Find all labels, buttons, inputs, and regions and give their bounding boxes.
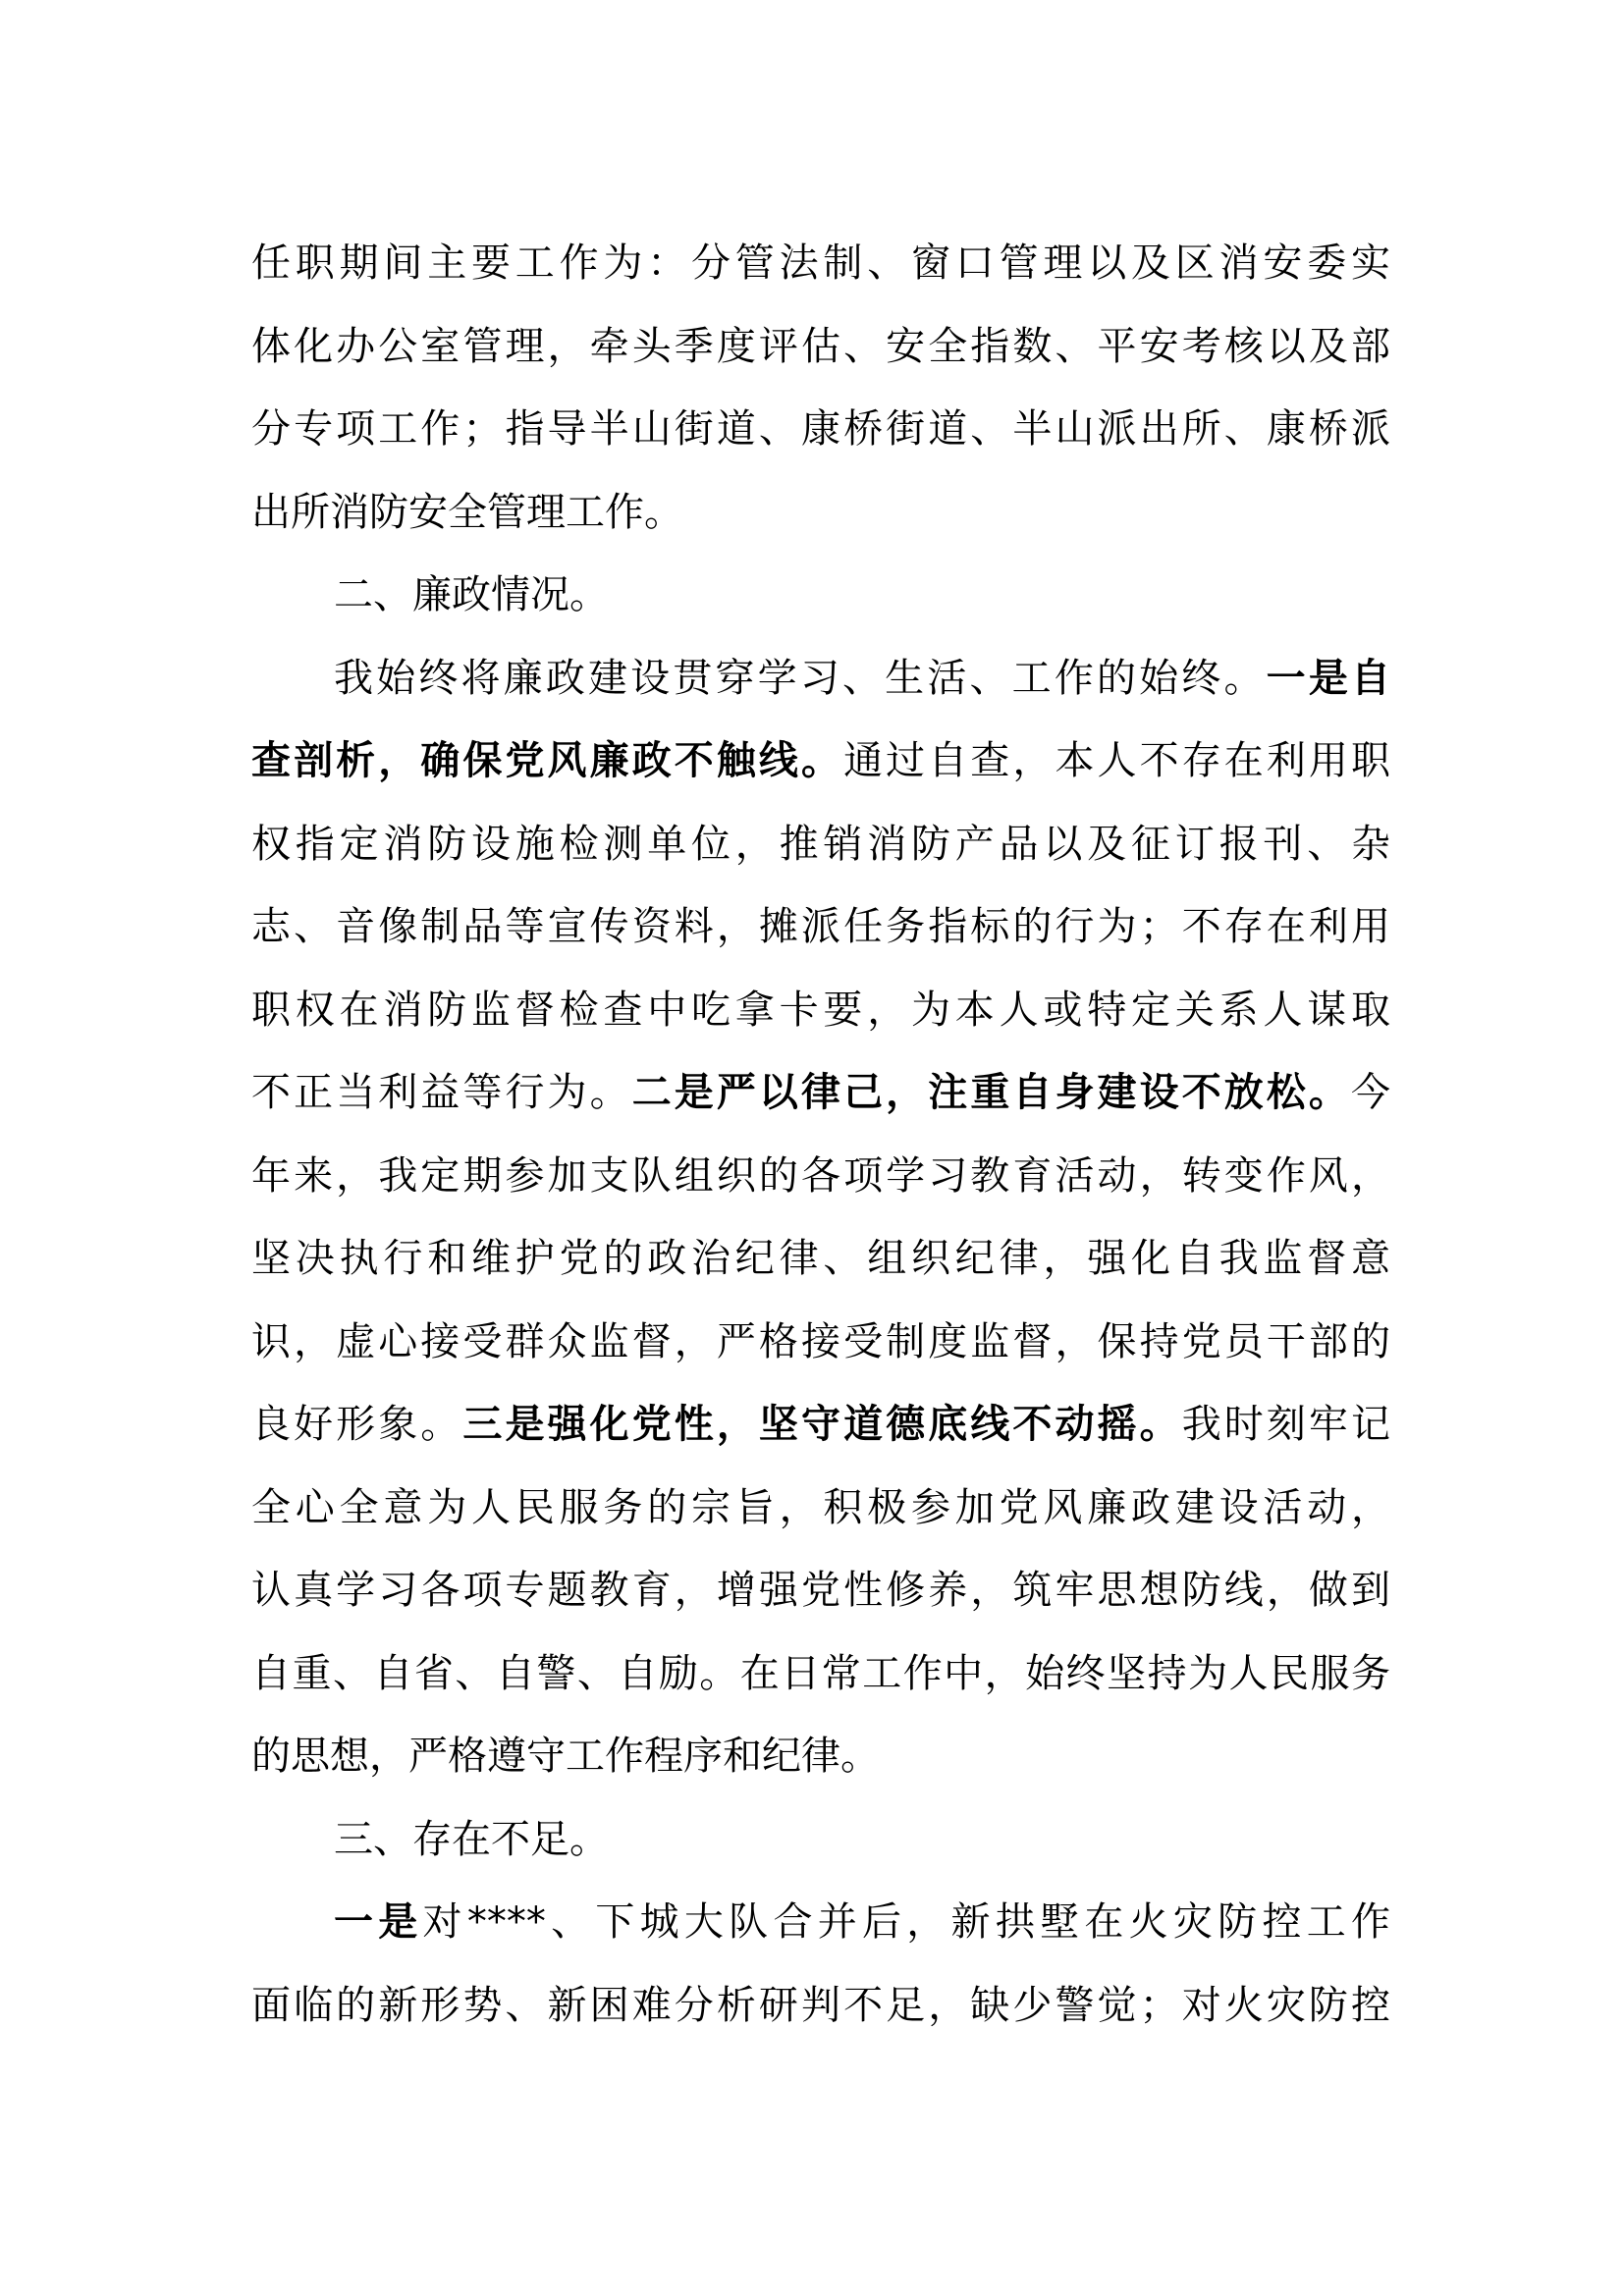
- text-segment: 志、音像制品等宣传资料，摊派任务指标的行为；不存在利用: [251, 904, 1390, 949]
- text-line: [251, 1964, 1390, 2048]
- text-segment: 对****、下城大队合并后，新拱墅在火灾防控工作: [422, 1899, 1391, 1945]
- text-line: [251, 1881, 1390, 1964]
- text-segment: 体化办公室管理，牵头季度评估、安全指数、平安考核以及部: [251, 323, 1390, 369]
- text-line: [251, 1549, 1390, 1632]
- text-segment: 认真学习各项专题教育，增强党性修养，筑牢思想防线，做到: [251, 1568, 1390, 1613]
- bold-text-segment: 一是: [334, 1899, 423, 1945]
- text-segment: 自重、自省、自警、自励。在日常工作中，始终坚持为人民服务: [251, 1650, 1390, 1696]
- text-segment: 今: [1351, 1070, 1391, 1115]
- text-segment: 通过自查，本人不存在利用职: [843, 738, 1391, 783]
- text-line: [251, 803, 1390, 886]
- text-segment: 权指定消防设施检测单位，推销消防产品以及征订报刊、杂: [251, 821, 1390, 867]
- text-line: [251, 1301, 1390, 1384]
- text-segment: 年来，我定期参加支队组织的各项学习教育活动，转变作风，: [251, 1152, 1390, 1199]
- text-line: [251, 1632, 1390, 1716]
- text-segment: 二、廉政情况。: [334, 572, 609, 617]
- text-line: [251, 720, 1390, 803]
- text-segment: 良好形象。: [251, 1402, 463, 1447]
- text-segment: 任职期间主要工作为：分管法制、窗口管理以及区消安委实: [251, 240, 1390, 286]
- text-line: [251, 388, 1390, 471]
- text-segment: 坚决执行和维护党的政治纪律、组织纪律，强化自我监督意: [251, 1236, 1390, 1281]
- text-line: [251, 885, 1390, 969]
- text-line: [251, 305, 1390, 389]
- text-line: [251, 1715, 1390, 1798]
- text-line: [251, 1217, 1390, 1301]
- bold-text-segment: 三是强化党性，坚守道德底线不动摇。: [462, 1402, 1182, 1447]
- text-line: [251, 1383, 1390, 1467]
- bold-text-segment: 查剖析，确保党风廉政不触线。: [251, 738, 844, 783]
- text-line: [251, 471, 1390, 555]
- text-segment: 我始终将廉政建设贯穿学习、生活、工作的始终。: [334, 655, 1267, 701]
- text-segment: 面临的新形势、新困难分析研判不足，缺少警觉；对火灾防控: [251, 1982, 1390, 2028]
- text-line: [251, 637, 1390, 721]
- text-segment: 全心全意为人民服务的宗旨，积极参加党风廉政建设活动，: [251, 1484, 1390, 1530]
- document-page: [251, 222, 1390, 2047]
- text-line: [251, 1051, 1390, 1135]
- text-segment: 出所消防安全管理工作。: [251, 489, 683, 535]
- bold-text-segment: 一是自: [1266, 655, 1391, 701]
- bold-text-segment: 二是严以律己，注重自身建设不放松。: [631, 1070, 1352, 1115]
- text-line: [251, 1798, 1390, 1882]
- text-line: [251, 554, 1390, 637]
- text-segment: 的思想，严格遵守工作程序和纪律。: [251, 1734, 880, 1779]
- text-segment: 识，虚心接受群众监督，严格接受制度监督，保持党员干部的: [251, 1318, 1390, 1364]
- text-line: [251, 969, 1390, 1052]
- text-line: [251, 222, 1390, 305]
- text-line: [251, 1135, 1390, 1218]
- text-segment: 三、存在不足。: [334, 1816, 609, 1862]
- text-segment: 分专项工作；指导半山街道、康桥街道、半山派出所、康桥派: [251, 406, 1390, 452]
- text-line: [251, 1467, 1390, 1550]
- text-segment: 职权在消防监督检查中吃拿卡要，为本人或特定关系人谋取: [251, 987, 1390, 1033]
- text-segment: 我时刻牢记: [1181, 1402, 1391, 1447]
- text-segment: 不正当利益等行为。: [251, 1070, 632, 1115]
